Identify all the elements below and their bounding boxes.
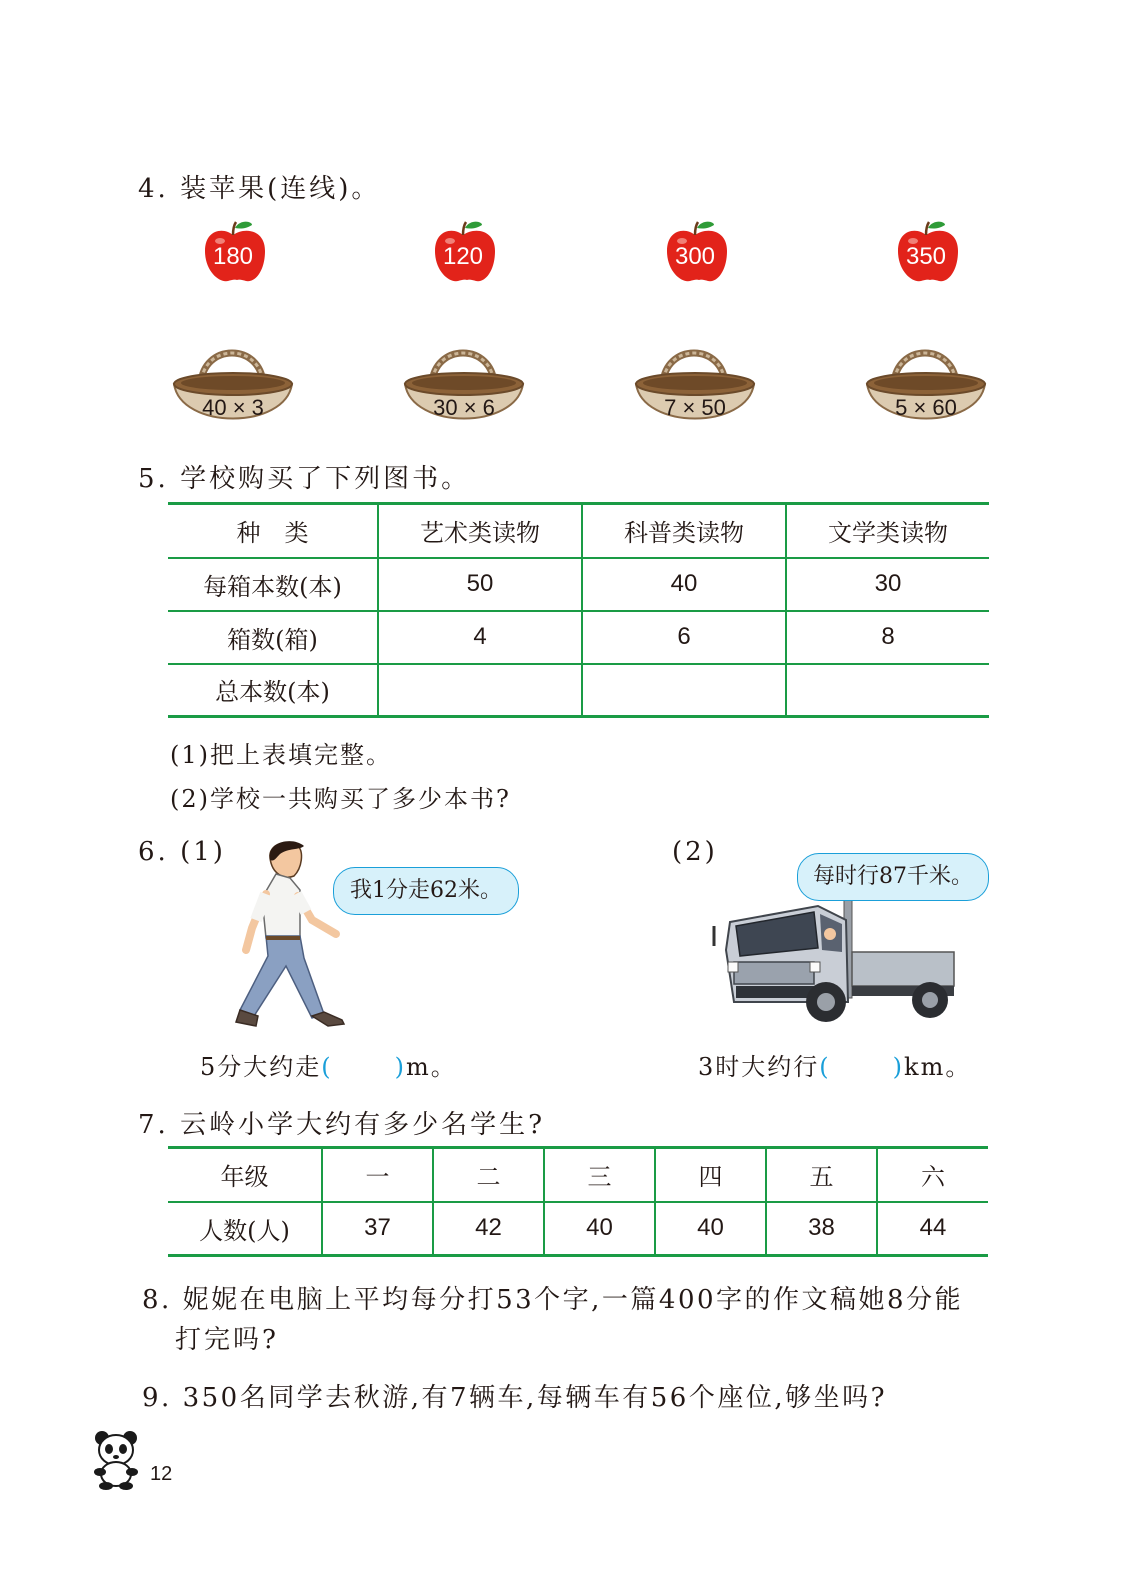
answer-unit: km。 <box>904 1053 972 1081</box>
table-cell: 50 <box>378 558 582 611</box>
panda-icon <box>92 1428 142 1490</box>
q6-answer-2 <box>698 1047 971 1082</box>
students-table <box>168 1146 988 1257</box>
table-cell: 40 <box>544 1202 655 1256</box>
basket-expression: 40 × 3 <box>202 395 264 420</box>
row-label: 每箱本数(本) <box>168 558 378 611</box>
speech-bubble-walker <box>333 867 519 915</box>
q5-sub1: (1)把上表填完整。 <box>170 741 392 769</box>
table-cell: 30 <box>786 558 989 611</box>
table-row <box>168 1202 988 1256</box>
table-cell: 37 <box>322 1202 433 1256</box>
apple-180[interactable] <box>202 219 272 285</box>
table-cell: 40 <box>655 1202 766 1256</box>
table-cell: 6 <box>582 611 786 664</box>
table-cell: 42 <box>433 1202 544 1256</box>
table-cell: 38 <box>766 1202 877 1256</box>
header-cell: 一 <box>322 1148 433 1202</box>
apple-350[interactable] <box>895 219 965 285</box>
answer-paren-close: ) <box>892 1053 905 1081</box>
apple-number: 180 <box>212 243 254 270</box>
q9-text: 9. 350名同学去秋游,有7辆车,每辆车有56个座位,够坐吗? <box>142 1383 888 1413</box>
page-number: 12 <box>150 1463 173 1485</box>
q7-title: 7. 云岭小学大约有多少名学生? <box>138 1110 546 1140</box>
basket-expression: 7 × 50 <box>664 395 726 420</box>
basket-40x3[interactable] <box>171 338 295 430</box>
basket-expression: 30 × 6 <box>433 395 495 420</box>
table-header-row <box>168 1148 988 1202</box>
header-cell: 五 <box>766 1148 877 1202</box>
answer-unit: m。 <box>406 1053 457 1081</box>
table-cell: 44 <box>877 1202 988 1256</box>
q8-line2: 打完吗? <box>175 1325 279 1355</box>
bubble-text: 每时行87千米。 <box>813 864 973 889</box>
header-cell: 三 <box>544 1148 655 1202</box>
basket-30x6[interactable] <box>402 338 526 430</box>
header-cell: 四 <box>655 1148 766 1202</box>
table-header-row <box>168 504 989 558</box>
row-label: 箱数(箱) <box>168 611 378 664</box>
answer-cell[interactable] <box>378 664 582 717</box>
header-cell: 艺术类读物 <box>378 504 582 558</box>
apple-300[interactable] <box>664 219 734 285</box>
speech-bubble-truck <box>797 853 989 901</box>
books-table <box>168 502 989 718</box>
walking-man-illustration <box>228 838 353 1038</box>
answer-cell[interactable] <box>582 664 786 717</box>
answer-paren-close: ) <box>394 1053 407 1081</box>
row-label: 总本数(本) <box>168 664 378 717</box>
header-cell: 二 <box>433 1148 544 1202</box>
row-label: 人数(人) <box>168 1202 322 1256</box>
basket-5x60[interactable] <box>864 338 988 430</box>
answer-prefix: 5分大约走 <box>200 1053 322 1081</box>
q4-title: 4. 装苹果(连线)。 <box>138 174 381 204</box>
header-cell: 科普类读物 <box>582 504 786 558</box>
table-cell: 4 <box>378 611 582 664</box>
basket-expression: 5 × 60 <box>895 395 957 420</box>
basket-7x50[interactable] <box>633 338 757 430</box>
q5-title: 5. 学校购买了下列图书。 <box>138 464 471 494</box>
q6-answer-1 <box>200 1047 457 1082</box>
truck-illustration <box>706 890 958 1030</box>
table-row <box>168 664 989 717</box>
table-row <box>168 558 989 611</box>
q6-label-1: 6. (1) <box>138 837 226 867</box>
table-cell: 40 <box>582 558 786 611</box>
answer-prefix: 3时大约行 <box>698 1053 820 1081</box>
header-cell: 六 <box>877 1148 988 1202</box>
apple-120[interactable] <box>432 219 502 285</box>
header-cell: 种 类 <box>168 504 378 558</box>
header-cell: 文学类读物 <box>786 504 989 558</box>
apple-number: 120 <box>442 243 484 270</box>
table-cell: 8 <box>786 611 989 664</box>
bubble-text: 我1分走62米。 <box>350 878 502 903</box>
answer-paren-open: ( <box>819 1053 831 1081</box>
table-row <box>168 611 989 664</box>
q5-sub2: (2)学校一共购买了多少本书? <box>170 785 511 813</box>
q6-label-2: (2) <box>672 837 718 867</box>
apple-number: 350 <box>905 243 947 270</box>
answer-paren-open: ( <box>321 1053 333 1081</box>
answer-cell[interactable] <box>786 664 989 717</box>
apple-number: 300 <box>674 243 716 270</box>
header-cell: 年级 <box>168 1148 322 1202</box>
q8-line1: 8. 妮妮在电脑上平均每分打53个字,一篇400字的作文稿她8分能 <box>142 1285 964 1315</box>
